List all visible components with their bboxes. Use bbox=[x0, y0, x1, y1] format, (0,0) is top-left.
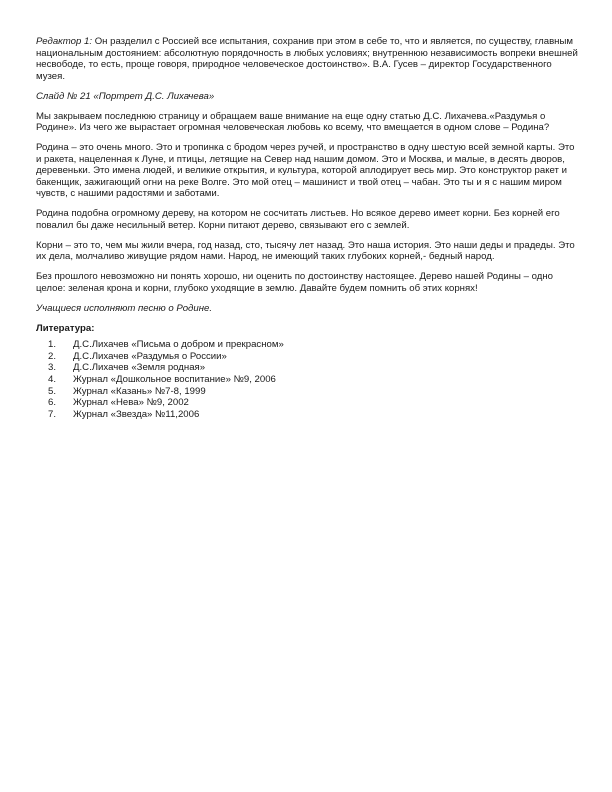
intro-paragraph bbox=[36, 36, 578, 82]
literature-item: Д.С.Лихачев «Письма о добром и прекрасном» bbox=[73, 339, 284, 351]
literature-item: Журнал «Нева» №9, 2002 bbox=[73, 397, 189, 409]
intro-text: Он разделил с Россией все испытания, сохранив при этом в себе то, что и является, по существу, главным национальным достоянием: абсолютную порядочность в любых условиях; внутреннюю независимость вопреки внешней несвободе, то есть, проще говоря, природное человеческое достоинство». В.А. Гусев – директор Государственного музея. bbox=[36, 36, 578, 82]
body-paragraph: Корни – это то, чем мы жили вчера, год назад, сто, тысячу лет назад. Это наша история. Это наши деды и прадеды. Это их дела, молчаливо живущие рядом нами. Народ, не имеющий таких глубоких корней,- бедный народ. bbox=[36, 239, 575, 263]
literature-item: Журнал «Дошкольное воспитание» №9, 2006 bbox=[73, 374, 276, 386]
body-paragraph: Без прошлого невозможно ни понять хорошо, ни оценить по достоинству настоящее. Дерево нашей Родины – одно целое: зеленая крона и корни, глубоко уходящие в землю. Давайте будем помнить об этих корнях! bbox=[36, 271, 553, 294]
literature-title: Литература: bbox=[36, 322, 95, 334]
stage-note: Учащиеся исполняют песню о Родине. bbox=[36, 302, 212, 314]
body-paragraph: Родина подобна огромному дереву, на котором не сосчитать листьев. Но всякое дерево имеет корни. Без корней его повалил бы даже несильный ветер. Корни питают дерево, связывают его с землей. bbox=[36, 208, 560, 231]
document-page bbox=[36, 36, 578, 420]
slide-note: Слайд № 21 «Портрет Д.С. Лихачева» bbox=[36, 90, 215, 102]
body-paragraph: Родина – это очень много. Это и тропинка с бродом через ручей, и пространство в одну шестую всей земной карты. Это и ракета, нацеленная к Луне, и птицы, летящие на Север над нашим домом. Это и Москва, и малые, в десять дворов, деревеньки. Это имена людей, и великие открытия, и культура, которой аплодирует весь мир. Это конструктор ракет и бакенщик, зажигающий огни на реке Волге. Это мой отец – машинист и твой отец – чабан. Это ты и я с нашим миром чувств, с нашими радостями и заботами. bbox=[36, 142, 575, 200]
literature-item: Д.С.Лихачев «Раздумья о России» bbox=[73, 350, 227, 362]
literature-item: Журнал «Казань» №7-8, 1999 bbox=[73, 385, 206, 397]
literature-list bbox=[36, 339, 578, 420]
literature-item: Журнал «Звезда» №11,2006 bbox=[73, 408, 200, 420]
literature-item: Д.С.Лихачев «Земля родная» bbox=[73, 362, 206, 374]
body-paragraph: Мы закрываем последнюю страницу и обращаем ваше внимание на еще одну статью Д.С. Лихачева.«Раздумья о Родине». Из чего же вырастает огромная человеческая любовь ко всему, что вмещается в одном слове – Родина? bbox=[36, 110, 550, 134]
speaker-label: Редактор 1: bbox=[36, 36, 93, 47]
